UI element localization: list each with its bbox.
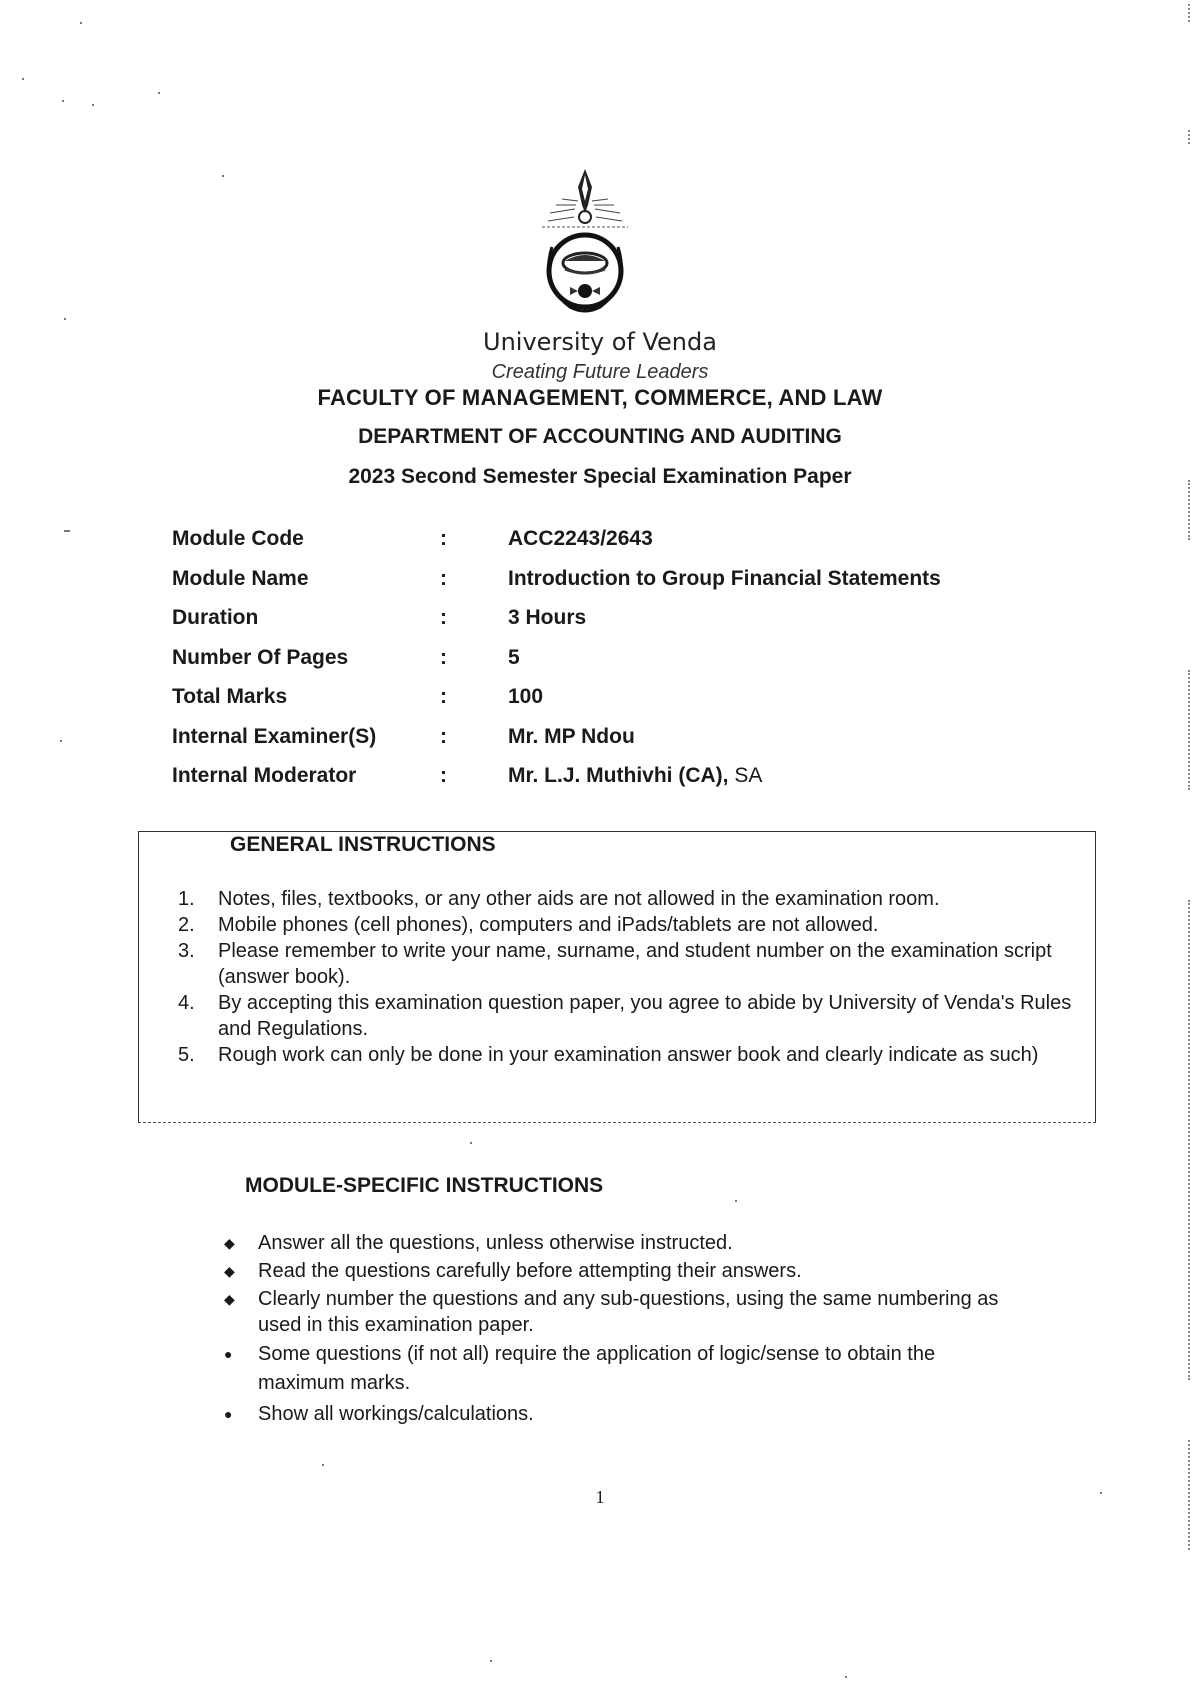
duration-value: 3 Hours xyxy=(508,606,587,629)
scan-artifact xyxy=(222,175,224,177)
item-number: 3. xyxy=(178,940,195,962)
module-name-value: Introduction to Group Financial Statements xyxy=(508,566,941,590)
item-number: 2. xyxy=(178,914,195,936)
faculty-name: FACULTY OF MANAGEMENT, COMMERCE, AND LAW xyxy=(317,385,883,410)
module-info-row xyxy=(172,685,1072,725)
scan-artifact xyxy=(62,100,64,102)
bullet-icon: ◆ xyxy=(224,1291,235,1307)
list-item xyxy=(222,1286,1002,1338)
module-info-row xyxy=(172,606,1072,646)
item-text: Show all workings/calculations. xyxy=(258,1403,534,1425)
scan-artifact xyxy=(1188,480,1192,540)
module-name-label: Module Name xyxy=(172,566,309,590)
scan-artifact xyxy=(92,104,94,106)
scan-artifact xyxy=(64,318,66,320)
list-item xyxy=(178,912,1088,938)
moderator-name: Mr. L.J. Muthivhi (CA), xyxy=(508,764,735,787)
item-number: 4. xyxy=(178,992,195,1014)
item-text: Please remember to write your name, surname, and student number on the examination script (answer book). xyxy=(218,940,1052,988)
colon-separator: : xyxy=(440,685,447,708)
module-info-row xyxy=(172,764,1072,804)
list-item xyxy=(178,938,1088,990)
scan-artifact xyxy=(1188,900,1192,1380)
general-instructions-title: GENERAL INSTRUCTIONS xyxy=(226,833,500,857)
item-text: Clearly number the questions and any sub-questions, using the same numbering as used in this examination paper. xyxy=(258,1288,999,1336)
scan-artifact xyxy=(1188,1440,1192,1550)
list-item xyxy=(178,886,1088,912)
colon-separator: : xyxy=(440,606,447,629)
bullet-icon: ● xyxy=(224,1346,233,1362)
moderator-suffix: SA xyxy=(734,764,763,787)
university-name: University of Venda xyxy=(483,328,717,356)
page-number: 1 xyxy=(595,1487,605,1507)
colon-separator: : xyxy=(440,566,447,590)
item-text: Notes, files, textbooks, or any other aids are not allowed in the examination room. xyxy=(218,888,940,910)
item-text: Mobile phones (cell phones), computers and iPads/tablets are not allowed. xyxy=(218,914,879,936)
module-info-table xyxy=(172,527,1072,804)
scan-artifact xyxy=(22,78,24,80)
item-text: Rough work can only be done in your examination answer book and clearly indicate as such) xyxy=(218,1044,1039,1066)
colon-separator: : xyxy=(440,724,447,748)
bullet-icon: ● xyxy=(224,1406,233,1422)
number-of-pages-label: Number Of Pages xyxy=(172,645,349,669)
item-number: 1. xyxy=(178,888,195,910)
total-marks-label: Total Marks xyxy=(172,685,288,708)
scan-artifact xyxy=(490,1660,492,1662)
module-code-value: ACC2243/2643 xyxy=(508,527,653,550)
list-item xyxy=(222,1258,1002,1284)
bullet-icon: ◆ xyxy=(224,1235,235,1251)
scan-artifact xyxy=(60,740,62,742)
list-item xyxy=(178,990,1088,1042)
item-number: 5. xyxy=(178,1044,195,1066)
scan-artifact xyxy=(735,1200,737,1202)
colon-separator: : xyxy=(440,764,447,787)
university-tagline: Creating Future Leaders xyxy=(491,361,709,383)
list-item xyxy=(222,1230,1002,1256)
scan-artifact xyxy=(1188,130,1192,144)
module-code-label: Module Code xyxy=(172,527,304,550)
internal-moderator-value xyxy=(508,764,762,788)
scan-artifact xyxy=(322,1464,324,1466)
item-text: By accepting this examination question paper, you agree to abide by University of Venda's Rules and Regulations. xyxy=(218,992,1072,1040)
exam-title: 2023 Second Semester Special Examination Paper xyxy=(348,465,852,488)
department-name: DEPARTMENT OF ACCOUNTING AND AUDITING xyxy=(358,425,842,448)
module-info-row xyxy=(172,567,1072,607)
scan-artifact xyxy=(845,1676,847,1678)
scan-artifact xyxy=(1100,1492,1102,1494)
scan-artifact xyxy=(1188,670,1192,790)
scan-artifact xyxy=(158,92,160,94)
list-item xyxy=(222,1400,1002,1429)
university-crest-logo xyxy=(520,165,650,325)
scan-artifact xyxy=(1188,4,1192,22)
item-text: Some questions (if not all) require the application of logic/sense to obtain the maximum marks. xyxy=(258,1343,936,1394)
internal-examiner-label: Internal Examiner(S) xyxy=(172,724,377,748)
list-item xyxy=(178,1042,1088,1068)
list-item xyxy=(222,1340,1002,1398)
item-text: Answer all the questions, unless otherwise instructed. xyxy=(258,1232,733,1254)
colon-separator: : xyxy=(440,645,447,669)
total-marks-value: 100 xyxy=(508,685,544,708)
module-info-row xyxy=(172,527,1072,567)
item-text: Read the questions carefully before attempting their answers. xyxy=(258,1260,802,1282)
colon-separator: : xyxy=(440,527,447,550)
scan-artifact xyxy=(80,22,82,24)
duration-label: Duration xyxy=(172,606,259,629)
module-specific-instructions-list xyxy=(222,1230,1002,1429)
module-info-row xyxy=(172,646,1072,686)
number-of-pages-value: 5 xyxy=(508,645,520,669)
general-instructions-list xyxy=(178,886,1088,1068)
internal-examiner-value: Mr. MP Ndou xyxy=(508,724,635,748)
module-specific-instructions-title: MODULE-SPECIFIC INSTRUCTIONS xyxy=(245,1174,604,1197)
module-info-row xyxy=(172,725,1072,765)
internal-moderator-label: Internal Moderator xyxy=(172,764,357,787)
bullet-icon: ◆ xyxy=(224,1263,235,1279)
scan-artifact xyxy=(64,530,70,532)
scan-artifact xyxy=(470,1142,472,1144)
